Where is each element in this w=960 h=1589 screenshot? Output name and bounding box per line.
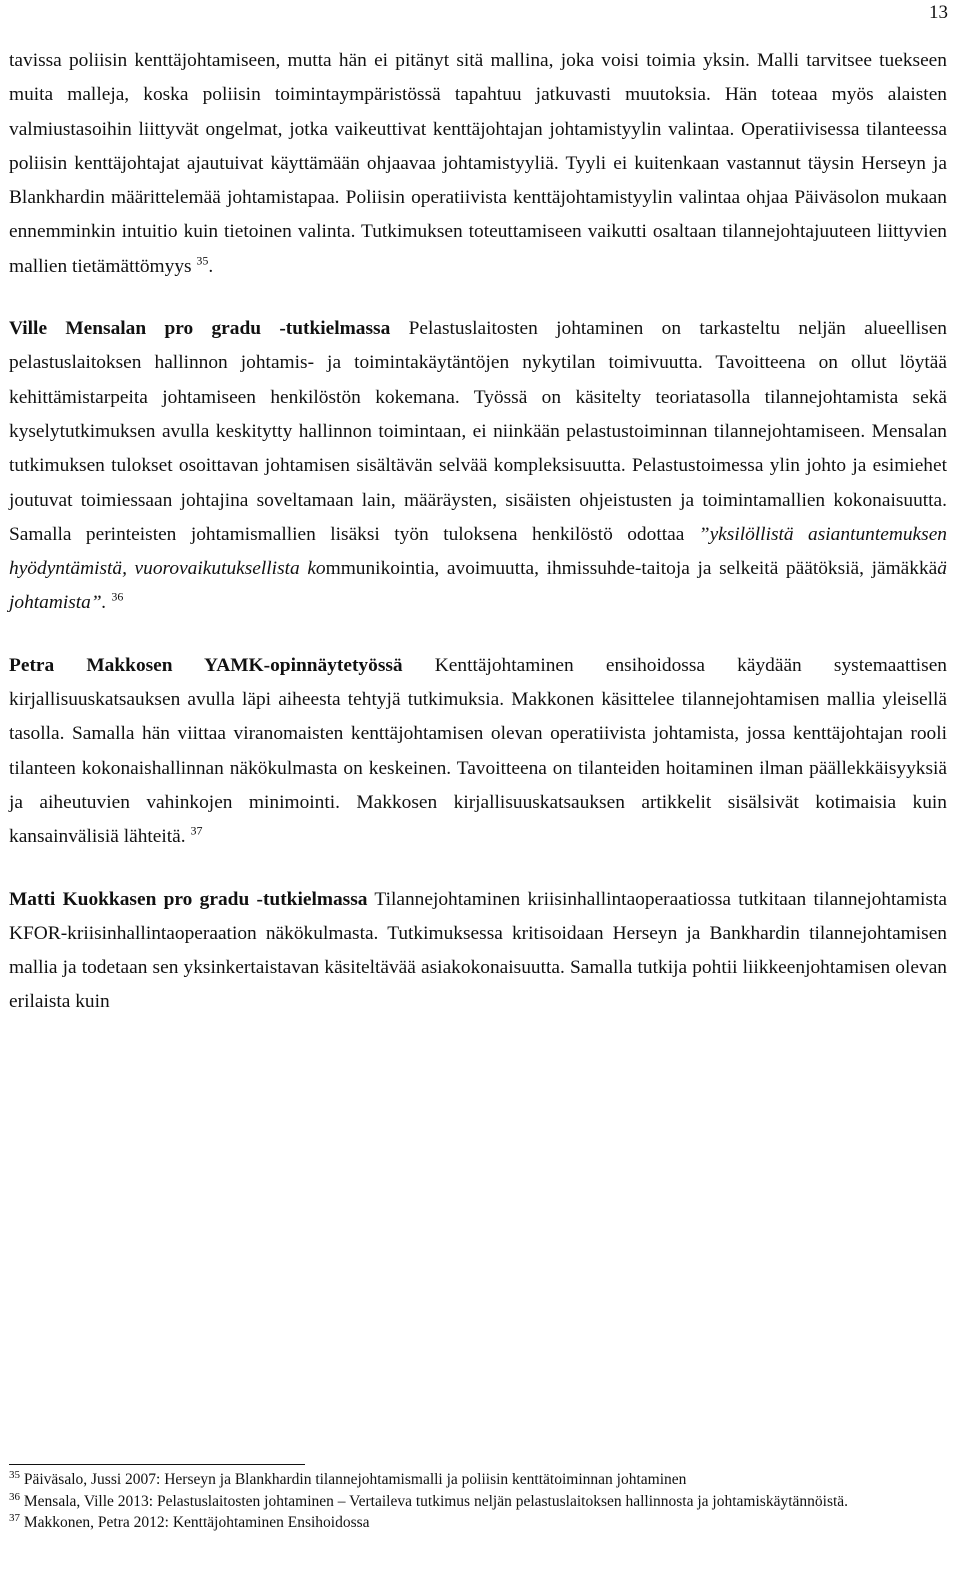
footnote-text: Päiväsalo, Jussi 2007: Herseyn ja Blankhardin tilannejohtamismalli ja poliisin kenttätoiminnan johtaminen — [23, 1471, 687, 1488]
text-run: tavissa poliisin kenttäjohtamiseen, mutta hän ei pitänyt sitä mallina, joka voisi toimia yksin. Malli tarvitsee tuekseen muita malleja, koska poliisin toimintaympäristössä tapahtuu jatkuvasti muutoksia. Hän toteaa myös alaisten valmiustasoihin liittyvät ongelmat, jotka vaikeuttivat kenttäjohtajan johtamistyylin valintaa. Operatiivisessa tilanteessa poliisin kenttäjohtajat ajautuivat käyttämään ohjaavaa johtamistyyliä. Tyyli ei kuitenkaan vastannut täysin Herseyn ja Blankhardin määrittelemää johtamistapaa. Poliisin operatiivista kenttäjohtamistyylin valintaa ohjaa Päiväsolon mukaan ennemminkin intuitio kuin tietoinen valinta. Tutkimuksen toteuttamiseen vaikutti osaltaan tilannejohtajuuteen liittyvien mallien tietämättömyys — [9, 50, 947, 277]
text-run: Kenttäjohtaminen ensihoidossa käydään systemaattisen kirjallisuuskatsauksen avulla läpi aiheesta tehtyjä tutkimuksia. Makkonen käsittelee tilannejohtamisen mallia yleisellä tasolla. Samalla hän viittaa viranomaisten kenttäjohtamisen olevan operatiivista johtamista, jossa kenttäjohtajan rooli tilanteen kokonaishallinnan näkökulmasta on keskeinen. Tavoitteena on tilanteiden hoitaminen ilman päällekkäisyyksiä ja aiheutuvien vahinkojen minimointi. Makkosen kirjallisuuskatsauksen artikkelit sisälsivät kotimaisia kuin kansainvälisiä lähteitä. — [9, 654, 948, 848]
footnote-number: 35 — [9, 1468, 20, 1481]
body-text — [9, 44, 947, 1020]
footnote — [9, 1513, 947, 1533]
quote-italic: ä johtamista”. — [9, 558, 947, 614]
lead-in-bold: Matti Kuokkasen pro gradu -tutkielmassa — [9, 888, 368, 910]
lead-in-bold: Petra Makkosen YAMK-opinnäytetyössä — [9, 654, 403, 676]
footnote-separator — [9, 1464, 305, 1465]
footnote-text: Makkonen, Petra 2012: Kenttäjohtaminen Ensihoidossa — [23, 1514, 370, 1532]
footnote-ref: 37 — [190, 823, 203, 838]
footnote-ref: 35 — [196, 253, 209, 268]
footnote-text: Mensala, Ville 2013: Pelastuslaitosten johtaminen – Vertaileva tutkimus neljän pelastuslaitoksen hallinnosta ja johtamiskäytännöistä. — [23, 1492, 849, 1510]
footnote-number: 37 — [9, 1512, 20, 1525]
footnote-number: 36 — [9, 1490, 20, 1503]
text-run: mmunikointia, avoimuutta, ihmissuhde-taitoja ja selkeitä päätöksiä, jämäkkä — [325, 558, 938, 580]
text-run: Tilannejohtaminen kriisinhallintaoperaatiossa tutkitaan tilannejohtamista KFOR-kriisinhallintaoperaation näkökulmasta. Tutkimuksessa kritisoidaan Herseyn ja Bankhardin tilannejohtamisen mallia ja todetaan sen yksinkertaistavan käsiteltävää asiakokonaisuutta. Samalla tutkija pohtii liikkeenjohtamisen olevan erilaista kuin — [9, 888, 947, 1013]
footnote — [9, 1470, 947, 1490]
paragraph — [9, 649, 947, 855]
text-run: Pelastuslaitosten johtaminen on tarkasteltu neljän alueellisen pelastuslaitoksen hallinnon johtamis- ja toimintakäytäntöjen nykytilan toimivuutta. Tavoitteena on ollut löytää kehittämistarpeita johtamiseen henkilöstön kokemana. Työssä on käsitelty teoriatasolla tilannejohtamista sekä kyselytutkimuksen avulla keskitytty hallinnon toimintaan, ei niinkään pelastustoiminnan tilannejohtamiseen. Mensalan tutkimuksen tulokset osoittavan johtamisen sisältävän selvää kompleksisuutta. Pelastustoimessa ylin johto ja esimiehet joutuvat toimiessaan johtajina soveltamaan lain, määräysten, sisäisten ohjeistusten ja toimintamallien kokonaisuutta. Samalla perinteisten johtamismallien lisäksi työn tuloksena henkilöstö odottaa — [9, 318, 947, 545]
footnote — [9, 1492, 947, 1512]
footnote-ref: 36 — [111, 589, 124, 604]
quote-italic: ”yksilöllistä asiantuntemuksen hyödyntämistä, vuorovaikutuksellista ko — [9, 523, 947, 580]
paragraph — [9, 883, 947, 1020]
lead-in-bold: Ville Mensalan pro gradu -tutkielmassa — [9, 318, 391, 340]
footnotes — [9, 1470, 947, 1535]
page-number: 13 — [929, 2, 948, 23]
paragraph — [9, 312, 947, 621]
text-run: . — [208, 255, 214, 277]
paragraph — [9, 44, 947, 284]
